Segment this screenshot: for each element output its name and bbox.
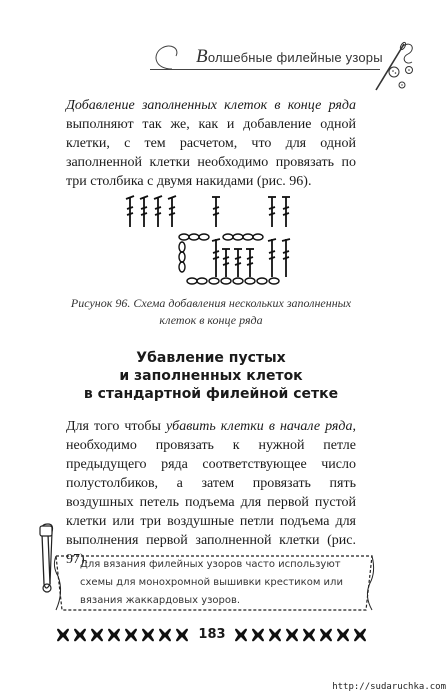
section-heading-line-2: и заполненных клеток [119, 368, 303, 384]
section-heading [66, 349, 356, 403]
paragraph-italic-lead: Добавление заполненных клеток в конце ряда [66, 98, 356, 113]
page-number: 183 [198, 627, 226, 642]
section-heading-line-1: Убавление пустых [136, 350, 286, 366]
note-text: Для вязания филейных узоров часто используют схемы для монохромной вышивки крестиком или вязания жаккардовых узоров. [80, 559, 343, 606]
header-title-rest: олшебные филейные узоры [207, 50, 383, 65]
figure-96-caption: Рисунок 96. Схема добавления нескольких заполненных клеток в конце ряда [70, 296, 352, 327]
paragraph-text: , необходимо провязать к нужной петле предыдущего ряда соответствующее число полустолбиков, а затем провязать пять воздушных петель подъема для первой пустой клетки или три воздушные петли подъема для выполнения первой заполненной клетки (рис. 97). [66, 419, 357, 567]
paragraph-italic-term: убавить клетки в начале ряда [165, 419, 353, 434]
safety-pin-icon [36, 522, 66, 594]
section-heading-line-3: в стандартной филейной сетке [83, 386, 339, 402]
running-header [150, 34, 390, 74]
header-rule [150, 69, 380, 70]
header-title [196, 46, 383, 68]
paragraph-adding-filled-cells [66, 96, 356, 191]
bow-ornament-right-icon [230, 627, 370, 643]
paragraph-text: выполняют так же, как и добавление одной клетки, с тем расчетом, что для одной заполненной клетки необходимо провязать по три столбика с двумя накидами (рис. 96). [66, 117, 356, 189]
paragraph-removing-cells [66, 417, 356, 569]
figure-96-crochet-chart [122, 193, 292, 288]
header-title-initial: В [196, 46, 208, 67]
header-flourish-icon [150, 34, 200, 74]
note-box [42, 552, 380, 614]
bow-ornament-left-icon [56, 627, 194, 643]
needle-buttons-icon [372, 38, 420, 96]
watermark-url: http://sudaruchka.com [332, 682, 446, 692]
paragraph-lead: Для того чтобы [66, 419, 166, 434]
